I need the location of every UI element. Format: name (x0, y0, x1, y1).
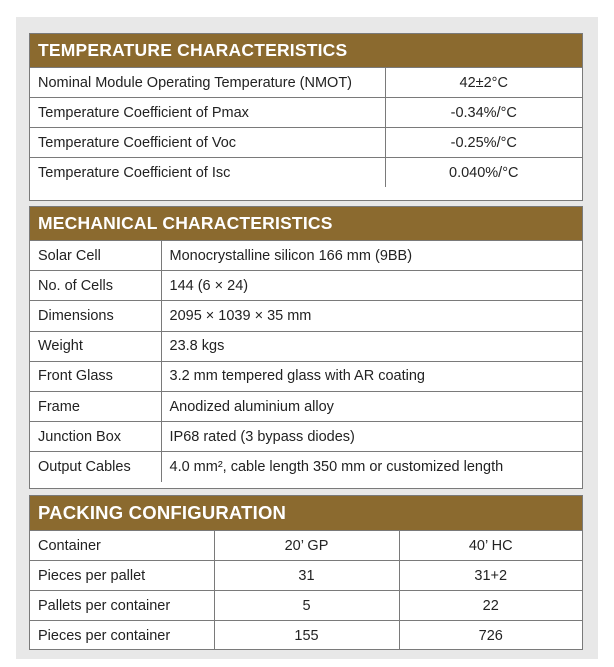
table-row (30, 301, 582, 331)
table-row (30, 98, 582, 128)
row-value: 144 (6 × 24) (161, 271, 582, 301)
row-value-20gp: 155 (214, 621, 399, 651)
temperature-characteristics-section (29, 33, 583, 201)
temperature-table (30, 67, 582, 187)
row-value-20gp: 5 (214, 591, 399, 621)
row-label: Temperature Coefficient of Isc (30, 158, 385, 188)
row-label: Front Glass (30, 361, 161, 391)
table-row (30, 68, 582, 98)
section-title: TEMPERATURE CHARACTERISTICS (30, 34, 582, 67)
row-label: Output Cables (30, 452, 161, 482)
row-value: 4.0 mm², cable length 350 mm or customized length (161, 452, 582, 482)
row-value: Monocrystalline silicon 166 mm (9BB) (161, 241, 582, 271)
table-row (30, 271, 582, 301)
table-row (30, 128, 582, 158)
table-row (30, 361, 582, 391)
section-title: PACKING CONFIGURATION (30, 496, 582, 530)
row-value: 3.2 mm tempered glass with AR coating (161, 361, 582, 391)
table-row (30, 452, 582, 482)
spec-sheet (16, 17, 598, 659)
table-row (30, 591, 582, 621)
container-label: Container (30, 531, 214, 561)
row-label: Solar Cell (30, 241, 161, 271)
table-header-row (30, 531, 582, 561)
table-row (30, 158, 582, 188)
row-value: 0.040%/°C (385, 158, 582, 188)
table-row (30, 391, 582, 421)
row-value: -0.34%/°C (385, 98, 582, 128)
table-row (30, 331, 582, 361)
section-title: MECHANICAL CHARACTERISTICS (30, 207, 582, 240)
row-label: Weight (30, 331, 161, 361)
row-label: Pieces per pallet (30, 561, 214, 591)
mechanical-characteristics-section (29, 206, 583, 489)
mechanical-table (30, 240, 582, 482)
row-value: IP68 rated (3 bypass diodes) (161, 422, 582, 452)
packing-table (30, 530, 582, 650)
row-label: Temperature Coefficient of Voc (30, 128, 385, 158)
row-value: 2095 × 1039 × 35 mm (161, 301, 582, 331)
container-20gp: 20’ GP (214, 531, 399, 561)
table-row (30, 621, 582, 651)
row-label: Dimensions (30, 301, 161, 331)
table-row (30, 422, 582, 452)
row-value-40hc: 22 (399, 591, 582, 621)
container-40hc: 40’ HC (399, 531, 582, 561)
row-value-40hc: 31+2 (399, 561, 582, 591)
row-value: 42±2°C (385, 68, 582, 98)
row-value: 23.8 kgs (161, 331, 582, 361)
table-row (30, 241, 582, 271)
row-label: Junction Box (30, 422, 161, 452)
row-label: No. of Cells (30, 271, 161, 301)
row-value: -0.25%/°C (385, 128, 582, 158)
table-row (30, 561, 582, 591)
row-value: Anodized aluminium alloy (161, 391, 582, 421)
row-label: Nominal Module Operating Temperature (NMOT) (30, 68, 385, 98)
row-label: Pallets per container (30, 591, 214, 621)
row-value-40hc: 726 (399, 621, 582, 651)
row-label: Frame (30, 391, 161, 421)
packing-configuration-section (29, 495, 583, 650)
row-label: Pieces per container (30, 621, 214, 651)
row-label: Temperature Coefficient of Pmax (30, 98, 385, 128)
row-value-20gp: 31 (214, 561, 399, 591)
